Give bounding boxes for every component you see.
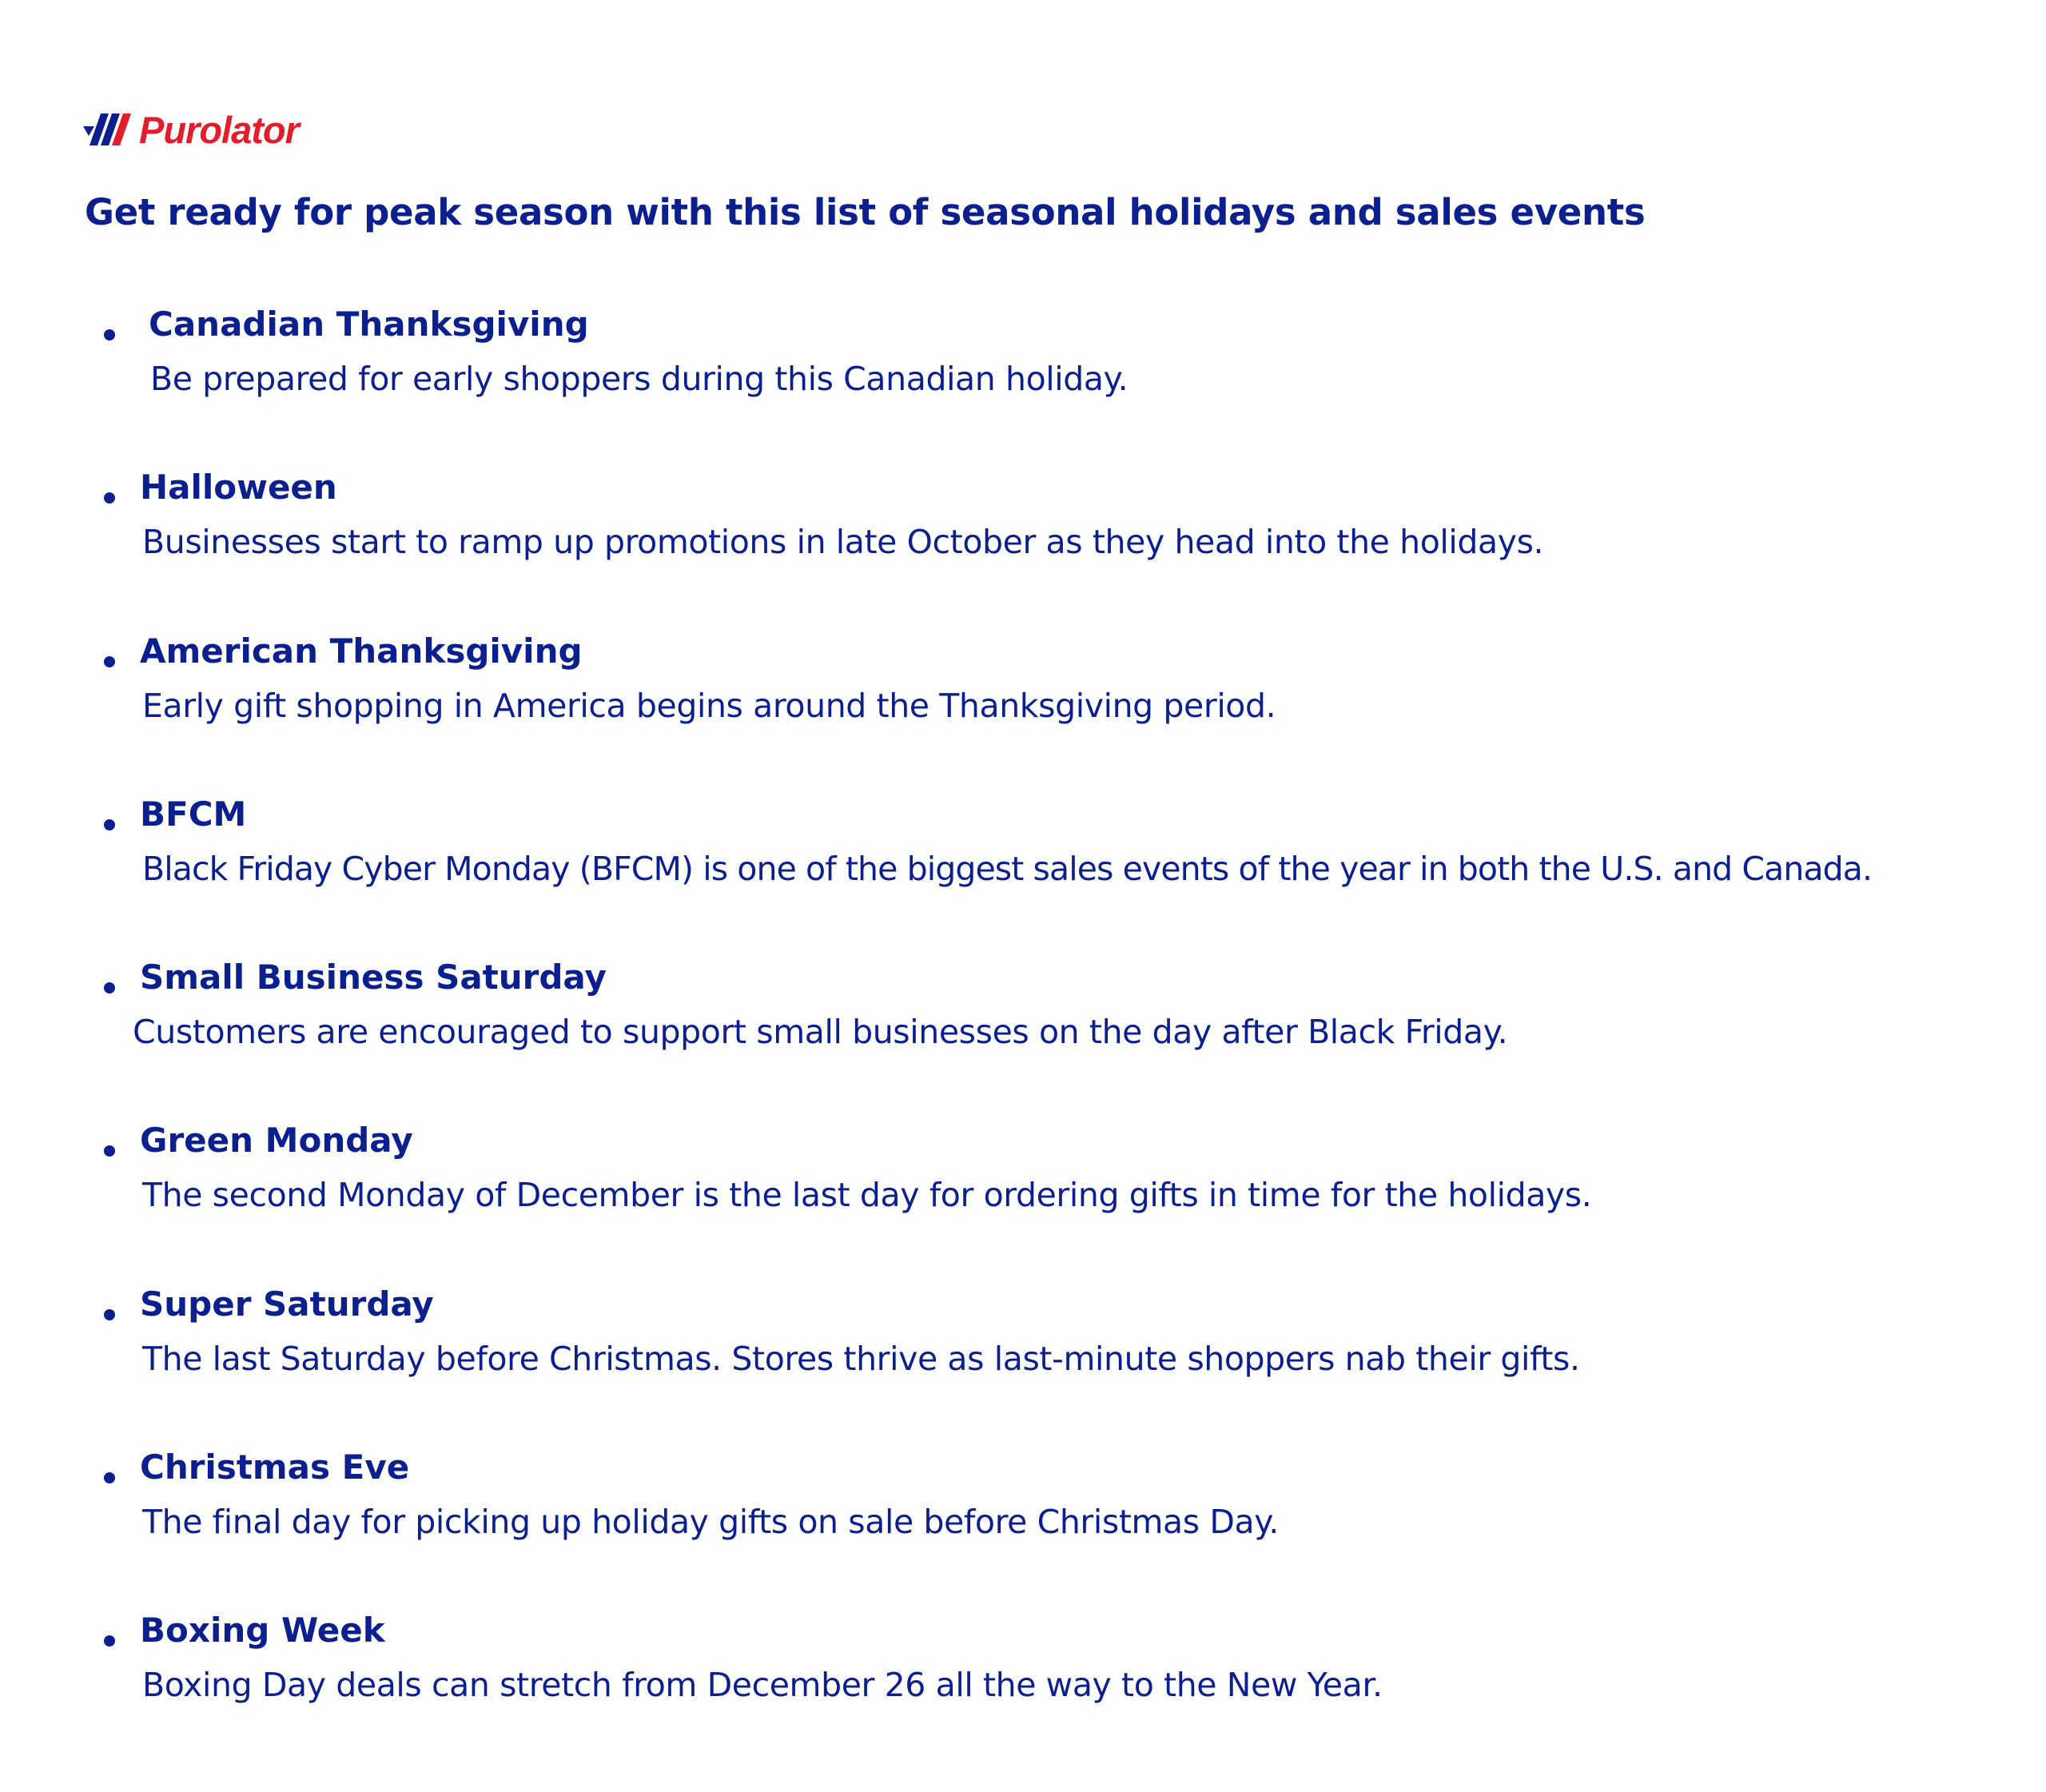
event-description: Early gift shopping in America begins around the Thanksgiving period. (142, 687, 1276, 725)
event-title: Super Saturday (140, 1284, 434, 1324)
list-item-super-saturday (0, 1284, 2046, 1420)
list-item-canadian-thanksgiving (0, 305, 2046, 440)
list-item-christmas-eve (0, 1448, 2046, 1583)
list-item-boxing-week (0, 1611, 2046, 1746)
event-description: Businesses start to ramp up promotions in late October as they head into the holidays. (142, 523, 1544, 561)
event-description: The final day for picking up holiday gifts on sale before Christmas Day. (142, 1503, 1279, 1541)
event-title: American Thanksgiving (140, 631, 583, 671)
brand-name: Purolator (139, 108, 299, 151)
list-item-bfcm (0, 794, 2046, 930)
bullet-icon (104, 329, 115, 340)
bullet-icon (104, 656, 115, 667)
event-description: Be prepared for early shoppers during this Canadian holiday. (150, 360, 1128, 398)
bullet-icon (104, 819, 115, 830)
event-description: Black Friday Cyber Monday (BFCM) is one of the biggest sales events of the year in both the U.S. and Canada. (142, 850, 1873, 888)
event-description: Customers are encouraged to support small businesses on the day after Black Friday. (133, 1013, 1508, 1051)
bullet-icon (104, 1309, 115, 1320)
purolator-logo (83, 107, 299, 152)
bullet-icon (104, 1145, 115, 1157)
bullet-icon (104, 982, 115, 994)
bullet-icon (104, 1472, 115, 1483)
page-headline: Get ready for peak season with this list of seasonal holidays and sales events (85, 191, 1646, 233)
event-title: Boxing Week (140, 1611, 385, 1650)
event-description: Boxing Day deals can stretch from December 26 all the way to the New Year. (142, 1666, 1383, 1704)
event-title: Green Monday (140, 1121, 413, 1160)
bullet-icon (104, 1635, 115, 1647)
bullet-icon (104, 492, 115, 504)
purolator-stripes-logo-icon (83, 112, 134, 147)
list-item-halloween (0, 468, 2046, 603)
event-title: BFCM (140, 794, 247, 834)
event-title: Christmas Eve (140, 1448, 410, 1487)
list-item-american-thanksgiving (0, 631, 2046, 767)
event-description: The second Monday of December is the last day for ordering gifts in time for the holidays. (142, 1176, 1592, 1214)
event-description: The last Saturday before Christmas. Stores thrive as last-minute shoppers nab their gifts. (142, 1340, 1580, 1378)
list-item-green-monday (0, 1121, 2046, 1256)
event-title: Halloween (140, 468, 337, 507)
event-title: Small Business Saturday (140, 958, 607, 997)
list-item-small-business-saturday (0, 958, 2046, 1093)
event-title: Canadian Thanksgiving (149, 305, 589, 344)
